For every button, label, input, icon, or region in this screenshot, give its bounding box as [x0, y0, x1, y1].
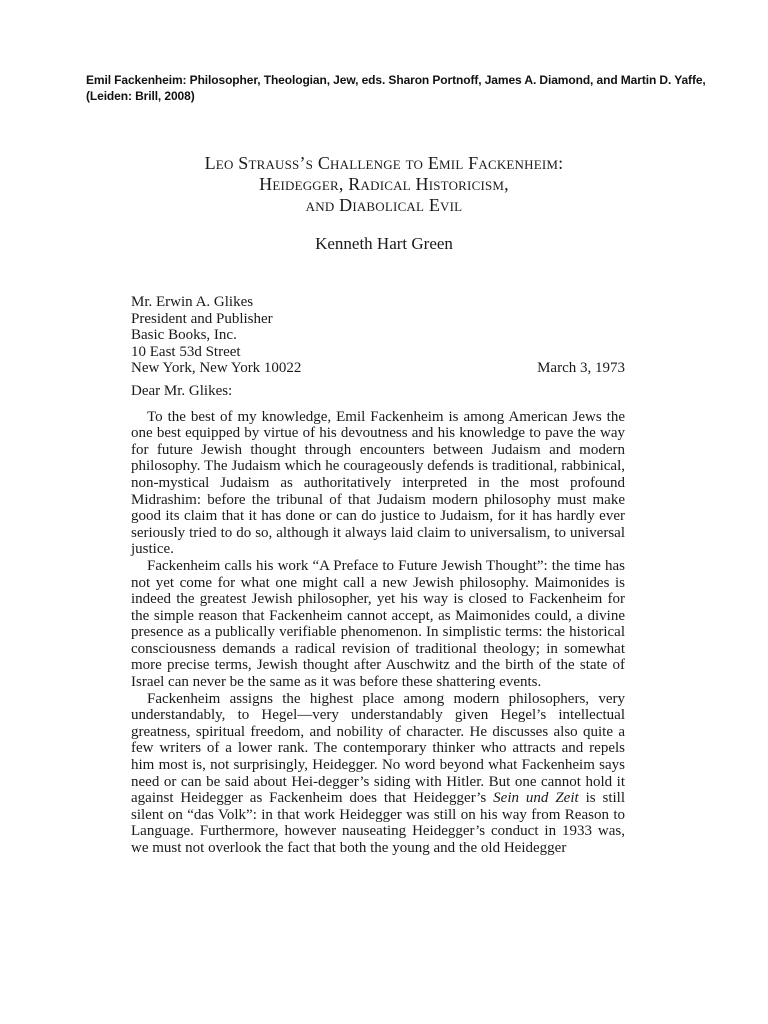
citation-line-1: Emil Fackenheim: Philosopher, Theologian, Jew, eds. Sharon Portnoff, James A. Diamond, and Martin D. Yaffe, — [86, 73, 706, 87]
title-line-3: and Diabolical Evil — [305, 195, 463, 215]
paragraph-3 — [131, 691, 625, 857]
paragraph-3-part-a: Fackenheim assigns the highest place among modern philosophers, very understandably, to Hegel—very understandably given Hegel’s intellectual greatness, spiritual freedom, and nobility of character. He discusses also quite a few writers of a lower rank. The contemporary thinker who attracts and repels him most is, not surprisingly, Heidegger. No word beyond what Fackenheim says need or can be said about Hei-degger’s siding with Hitler. But one cannot hold it against Heidegger as Fackenheim does that Heidegger’s — [131, 690, 625, 807]
citation-line-2: (Leiden: Brill, 2008) — [86, 89, 195, 103]
recipient-city: New York, New York 10022 — [131, 360, 302, 377]
article-title — [0, 153, 768, 216]
paragraph-2: Fackenheim calls his work “A Preface to Future Jewish Thought”: the time has not yet come for what one might call a new Jewish philosophy. Maimonides is indeed the greatest Jewish philosopher, yet his way is closed to Fackenheim for the simple reason that Fackenheim cannot accept, as Maimonides could, a divine presence as a publically verifiable phenomenon. In simplistic terms: the historical consciousness demands a radical revision of traditional theology; in somewhat more precise terms, Jewish thought after Auschwitz and the birth of the state of Israel can never be the same as it was before these shattering events. — [131, 557, 625, 691]
city-date-row — [131, 360, 625, 377]
citation-header — [86, 72, 706, 104]
letter-body — [131, 294, 625, 857]
recipient-name: Mr. Erwin A. Glikes — [131, 294, 254, 310]
recipient-company: Basic Books, Inc. — [131, 327, 237, 344]
salutation: Dear Mr. Glikes: — [131, 382, 233, 399]
paragraph-1: To the best of my knowledge, Emil Fackenheim is among American Jews the one best equipped by virtue of his devoutness and his knowledge to pave the way for future Jewish thought through encounters between Judaism and modern philosophy. The Judaism which he courageously defends is traditional, rabbinical, non-mystical Judaism as authoritatively interpreted in the most profound Midrashim: before the tribunal of that Judaism modern philosophy must make good its claim that it has done or can do justice to Judaism, for it has hardly ever seriously tried to do so, although it always laid claim to universalism, to universal justice. — [131, 408, 625, 558]
paragraph-3-part-b: is still silent on “das Volk”: in that work Heidegger was still on his way from Reason to Language. Furthermore, however nauseating Heidegger’s conduct in 1933 was, we must not overlook the fact that both the young and the old Heidegger — [131, 790, 625, 856]
author-name: Kenneth Hart Green — [315, 234, 453, 253]
recipient-position: President and Publisher — [131, 310, 273, 327]
title-line-2: Heidegger, Radical Historicism, — [259, 174, 509, 194]
recipient-address — [131, 294, 625, 377]
recipient-street: 10 East 53d Street — [131, 343, 241, 360]
letter-date: March 3, 1973 — [537, 360, 625, 377]
book-title-sein-und-zeit: Sein und Zeit — [493, 790, 579, 807]
title-line-1: Leo Strauss’s Challenge to Emil Fackenheim: — [204, 153, 564, 173]
